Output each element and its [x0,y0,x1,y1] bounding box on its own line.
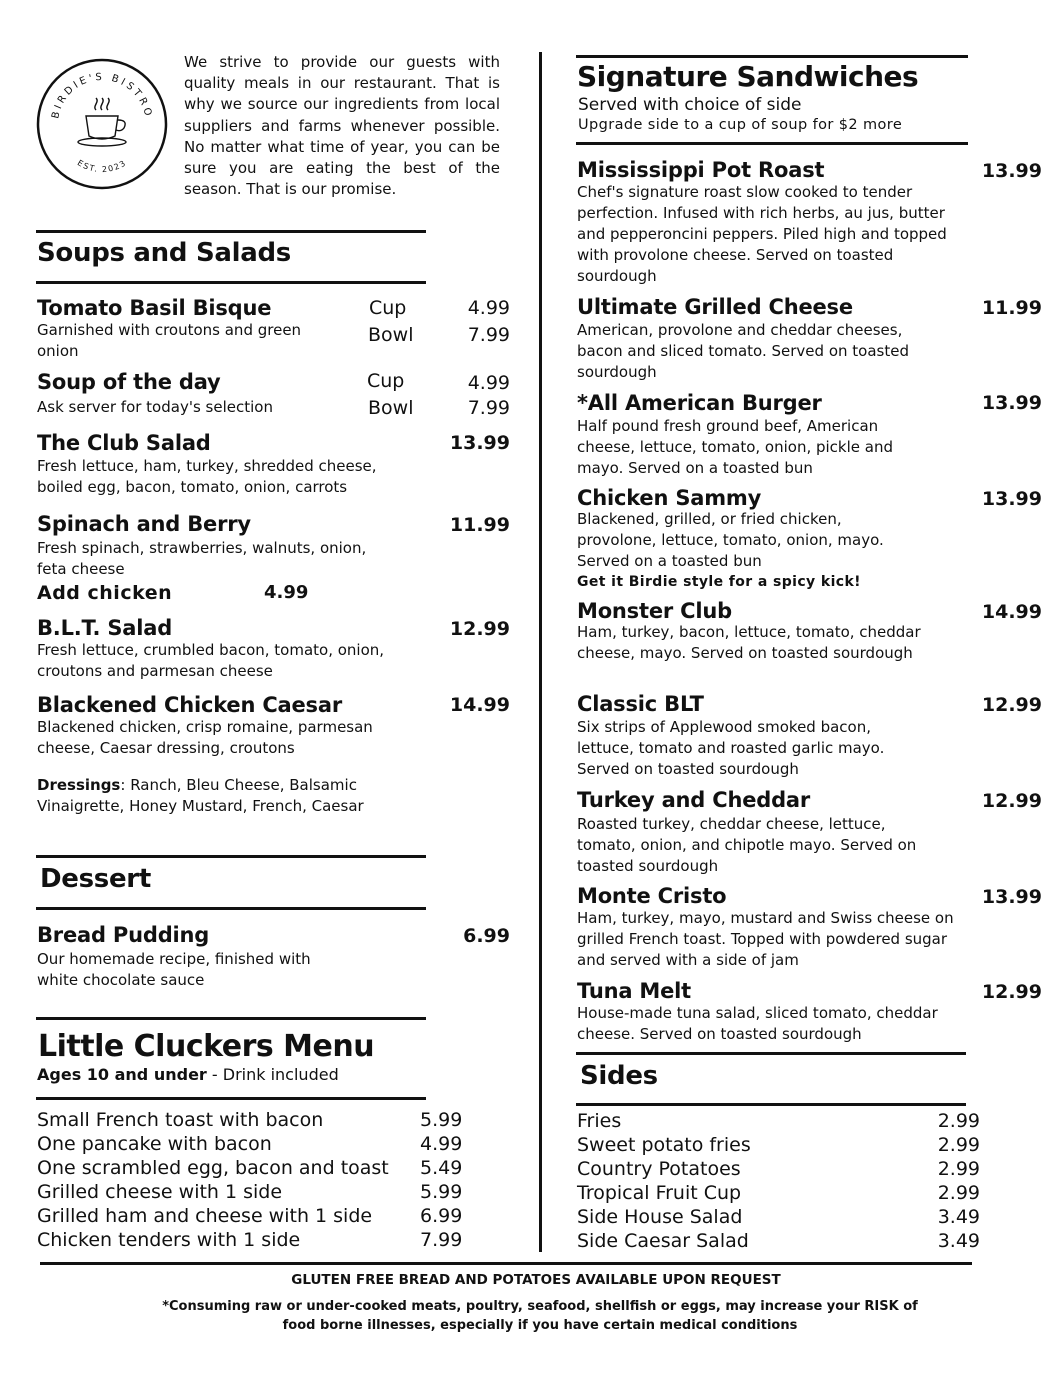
side-item-name: Side Caesar Salad [577,1230,749,1252]
size-label: Bowl [368,397,414,419]
side-item-name: Country Potatoes [577,1158,741,1180]
item-price: 12.99 [981,694,1042,716]
dressings-label: Dressings [37,776,121,794]
sides-title: Sides [580,1061,658,1091]
divider [576,1052,966,1055]
item-price: 14.99 [449,694,510,716]
sandwiches-subtitle: Served with choice of side [578,95,802,115]
soups-salads-title: Soups and Salads [37,238,291,268]
svg-text:BIRDIE'S BISTRO [50,72,154,120]
kids-item-price: 5.99 [420,1181,463,1203]
size-label: Cup [369,297,407,319]
kids-menu-subtitle [37,1065,339,1084]
kids-item-price: 5.49 [420,1157,463,1179]
intro-text: We strive to provide our guests with quality meals in our restaurant. That is why we source our ingredients from local suppliers and farms whenever possible. No matter what time of year, you can be sure you are eating the best of the season. That is our promise. [184,53,500,199]
divider [576,55,968,58]
item-description: American, provolone and cheddar cheeses, bacon and sliced tomato. Served on toasted sourdough [577,321,909,381]
kids-item-name: One scrambled egg, bacon and toast [37,1157,389,1179]
coffee-cup-icon [78,98,126,146]
item-name: Blackened Chicken Caesar [37,693,342,717]
divider [576,142,968,145]
restaurant-logo [36,58,168,190]
size-label: Bowl [368,324,414,346]
divider [36,281,426,284]
item-price: 14.99 [981,601,1042,623]
item-description: Six strips of Applewood smoked bacon, lettuce, tomato and roasted garlic mayo. Served on toasted sourdough [577,718,885,778]
kids-item-name: Small French toast with bacon [37,1109,324,1131]
item-name: Soup of the day [37,370,221,394]
item-name: Turkey and Cheddar [577,788,811,812]
kids-item-name: Grilled cheese with 1 side [37,1181,283,1203]
sandwiches-upgrade-note: Upgrade side to a cup of soup for $2 more [578,117,903,133]
item-name: Monte Cristo [577,884,727,908]
side-item-price: 3.49 [937,1230,980,1252]
dressings-note [37,775,407,817]
item-description: Fresh spinach, strawberries, walnuts, onion, feta cheese [37,539,367,578]
size-label: Cup [367,370,405,392]
side-item-price: 2.99 [937,1134,980,1156]
logo-established: EST. 2023 [75,158,129,175]
divider [36,907,426,910]
sandwiches-title: Signature Sandwiches [577,60,919,93]
item-price: 13.99 [981,392,1042,414]
item-description: Ham, turkey, bacon, lettuce, tomato, cheddar cheese, mayo. Served on toasted sourdough [577,623,921,662]
item-name: Chicken Sammy [577,486,762,510]
item-description: Chef's signature roast slow cooked to tender perfection. Infused with rich herbs, au jus, butter and pepperoncini peppers. Piled high and topped with provolone cheese. Served on toasted sourdough [577,183,947,285]
food-safety-warning: *Consuming raw or under-cooked meats, poultry, seafood, shellfish or eggs, may increase your RISK of food borne illnesses, especially if you have certain medical conditions [162,1299,918,1333]
item-description: Ask server for today's selection [37,398,273,416]
item-price: 13.99 [981,160,1042,182]
divider [36,855,426,858]
kids-age-note: Ages 10 and under [37,1065,207,1084]
item-price: 12.99 [981,981,1042,1003]
item-description: Fresh lettuce, ham, turkey, shredded cheese, boiled egg, bacon, tomato, onion, carrots [37,457,377,496]
side-item-name: Side House Salad [577,1206,743,1228]
item-price: 6.99 [463,925,510,947]
footer-divider [40,1262,972,1265]
side-item-price: 2.99 [937,1158,980,1180]
item-note: Get it Birdie style for a spicy kick! [577,574,861,590]
divider [576,1103,966,1106]
svg-text:EST. 2023 [76,158,128,174]
item-price: 11.99 [981,297,1042,319]
item-description: Half pound fresh ground beef, American cheese, lettuce, tomato, onion, pickle and mayo. Served on a toasted bun [577,417,894,477]
add-on-label: Add chicken [37,582,173,604]
item-name: Tuna Melt [577,979,691,1003]
item-name: Monster Club [577,599,732,623]
kids-item-price: 5.99 [420,1109,463,1131]
side-item-name: Sweet potato fries [577,1134,751,1156]
item-price: 12.99 [449,618,510,640]
dessert-title: Dessert [40,864,151,894]
item-description: Roasted turkey, cheddar cheese, lettuce, tomato, onion, and chipotle mayo. Served on toasted sourdough [577,815,917,875]
kids-item-name: One pancake with bacon [37,1133,272,1155]
divider [36,1097,426,1100]
gluten-free-notice: GLUTEN FREE BREAD AND POTATOES AVAILABLE UPON REQUEST [291,1272,781,1288]
item-description: Our homemade recipe, finished with white chocolate sauce [37,950,311,989]
side-item-price: 2.99 [937,1182,980,1204]
item-price: 4.99 [467,297,510,319]
item-price: 7.99 [467,397,510,419]
kids-item-price: 7.99 [420,1229,463,1251]
item-description: Blackened chicken, crisp romaine, parmesan cheese, Caesar dressing, croutons [37,718,373,757]
item-description: Ham, turkey, mayo, mustard and Swiss cheese on grilled French toast. Topped with powdered sugar and served with a side of jam [577,909,954,969]
kids-menu-title: Little Cluckers Menu [38,1029,375,1064]
item-name: B.L.T. Salad [37,616,173,640]
add-on-price: 4.99 [264,582,309,603]
item-name: *All American Burger [577,391,822,415]
item-price: 7.99 [467,324,510,346]
item-name: Bread Pudding [37,923,210,947]
item-price: 12.99 [981,790,1042,812]
kids-item-price: 6.99 [420,1205,463,1227]
item-price: 13.99 [449,432,510,454]
item-description: Blackened, grilled, or fried chicken, provolone, lettuce, tomato, onion, mayo. Served on a toasted bun [577,510,884,570]
item-name: Spinach and Berry [37,512,251,536]
item-price: 13.99 [981,488,1042,510]
item-description: Fresh lettuce, crumbled bacon, tomato, onion, croutons and parmesan cheese [37,641,385,680]
side-item-name: Tropical Fruit Cup [577,1182,742,1204]
item-price: 4.99 [467,372,510,394]
item-name: Tomato Basil Bisque [37,296,272,320]
item-name: Mississippi Pot Roast [577,158,825,182]
item-price: 11.99 [449,514,510,536]
item-price: 13.99 [981,886,1042,908]
kids-drink-note: - Drink included [206,1065,339,1084]
side-item-price: 3.49 [937,1206,980,1228]
side-item-name: Fries [577,1110,622,1132]
divider [36,230,426,233]
logo-name: BIRDIE'S BISTRO [50,71,154,120]
item-name: The Club Salad [37,431,211,455]
item-description: House-made tuna salad, sliced tomato, cheddar cheese. Served on toasted sourdough [577,1004,938,1043]
kids-item-name: Chicken tenders with 1 side [37,1229,301,1251]
divider [36,1017,426,1020]
item-description: Garnished with croutons and green onion [37,321,302,360]
item-name: Classic BLT [577,692,704,716]
item-name: Ultimate Grilled Cheese [577,295,853,319]
dressings-list: : Ranch, Bleu Cheese, Balsamic Vinaigrette, Honey Mustard, French, Caesar [37,776,364,815]
side-item-price: 2.99 [937,1110,980,1132]
column-divider [539,52,542,1252]
kids-item-name: Grilled ham and cheese with 1 side [37,1205,373,1227]
kids-item-price: 4.99 [420,1133,463,1155]
